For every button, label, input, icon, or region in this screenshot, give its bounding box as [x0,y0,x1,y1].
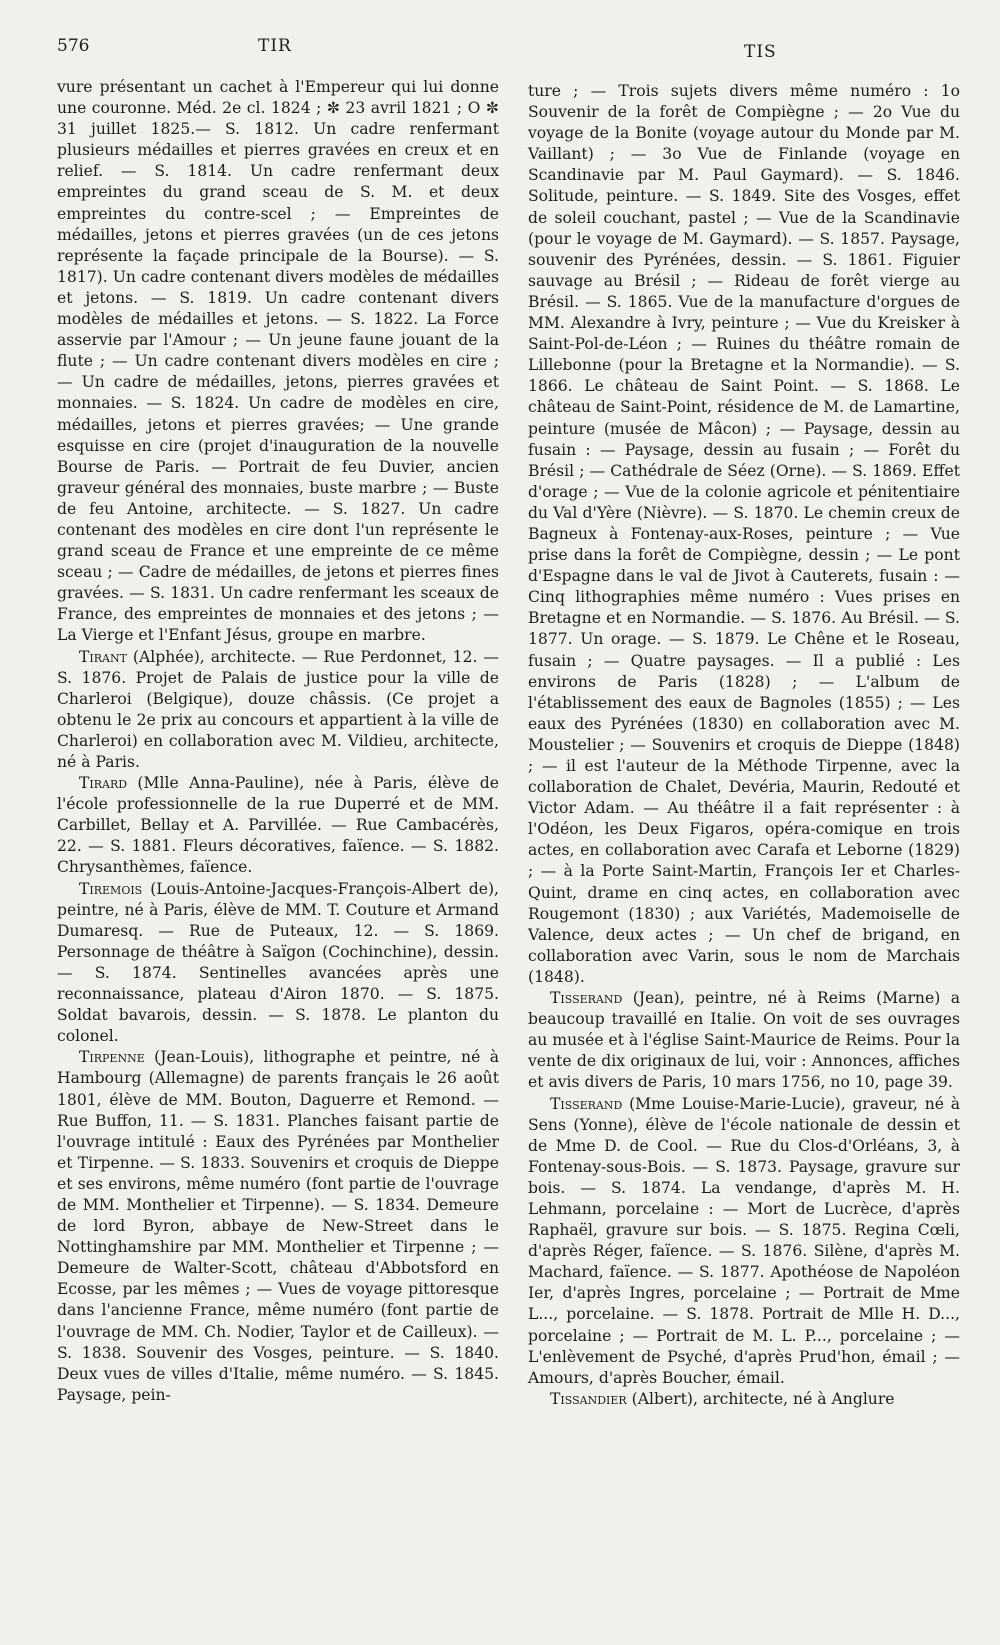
entry-name: Tiremois [79,879,143,898]
entry-tisserand-jean [528,988,960,1093]
column-gutter [510,80,511,1580]
entry-tisserand-louise [528,1094,960,1389]
entry-tirant [57,647,499,774]
continuation-text: ture ; — Trois sujets divers même numéro : 1o Souvenir de la forêt de Compiègne ; — 2o Vue du voyage de la Bonite (voyage autour du Monde par M. Vaillant) ; — 3o Vue de Finlande (voyage en Scandinavie par M. Paul Gaymard). — S. 1846. Solitude, peinture. — S. 1849. Site des Vosges, effet de soleil couchant, pastel ; — Vue de la Scandinavie (pour le voyage de M. Gaymard). — S. 1857. Paysage, souvenir des Pyrénées, dessin. — S. 1861. Figuier sauvage au Brésil ; — Rideau de forêt vierge au Brésil. — S. 1865. Vue de la manufacture d'orgues de MM. Alexandre à Ivry, peinture ; — Vue du Kreisker à Saint-Pol-de-Léon ; — Ruines du théâtre romain de Lillebonne (pour la Bretagne et la Normandie). — S. 1866. Le château de Saint Point. — S. 1868. Le château de Saint-Point, résidence de M. de Lamartine, peinture (musée de Mâcon) ; — Paysage, dessin au fusain : — Paysage, dessin au fusain ; — Forêt du Brésil ; — Cathédrale de Séez (Orne). — S. 1869. Effet d'orage ; — Vue de la colonie agricole et pénitentiaire du Val d'Yère (Nièvre). — S. 1870. Le chemin creux de Bagneux à Fontenay-aux-Roses, peinture ; — Vue prise dans la forêt de Compiègne, dessin ; — Le pont d'Espagne dans le val de Jivot à Cauterets, fusain : — Cinq lithographies même numéro : Vues prises en Bretagne et en Normandie. — S. 1876. Au Brésil. — S. 1877. Un orage. — S. 1879. Le Chêne et le Roseau, fusain ; — Quatre paysages. — Il a publié : Les environs de Paris (1828) ; — L'album de l'établissement des eaux de Bagnoles (1855) ; — Les eaux des Pyrénées (1830) en collaboration avec M. Moustelier ; — Souvenirs et croquis de Dieppe (1848) ; — il est l'auteur de la Méthode Tirpenne, avec la collaboration de Chalet, Devéria, Maurin, Redouté et Victor Adam. — Au théâtre il a fait représenter : à l'Odéon, les Deux Figaros, opéra-comique en trois actes, en collaboration avec Carafa et Leborne (1829) ; — à la Porte Saint-Martin, François Ier et Charles-Quint, drame en cinq actes, en collaboration avec Rougemont (1830) ; aux Variétés, Mademoiselle de Valence, deux actes ; — Un chef de brigand, en collaboration avec Varin, sous le nom de Marchais (1848). [528,82,960,986]
entry-text: (Alphée), architecte. — Rue Perdonnet, 12. — S. 1876. Projet de Palais de justice pour la ville de Charleroi (Belgique), douze châssis. (Ce projet a obtenu le 2e prix au concours et appartient à la ville de Charleroi) en collaboration avec M. Vildieu, architecte, né à Paris. [57,647,499,771]
entry-name: Tirant [79,647,127,666]
page-header [0,36,1000,66]
running-head-left: TIR [258,36,292,56]
entry-tissandier [528,1389,960,1410]
left-column [57,77,499,1406]
entry-name: Tisserand [550,1094,623,1113]
entry-tiremois [57,879,499,1048]
entry-text: (Albert), architecte, né à Anglure [631,1389,895,1408]
entry-tirard [57,773,499,878]
entry-name: Tissandier [550,1389,627,1408]
entry-text: (Louis-Antoine-Jacques-François-Albert de), peintre, né à Paris, élève de MM. T. Couture et Armand Dumaresq. — Rue de Puteaux, 12. — S. 1869. Personnage de théâtre à Saïgon (Cochinchine), dessin. — S. 1874. Sentinelles avancées après une reconnaissance, plateau d'Airon 1870. — S. 1875. Soldat bavarois, dessin. — S. 1878. Le planton du colonel. [57,879,499,1046]
entry-tirpenne [57,1047,499,1406]
entry-text: (Mlle Anna-Pauline), née à Paris, élève de l'école professionnelle de la rue Duperré et de MM. Carbillet, Bellay et A. Parvillée. — Rue Cambacérès, 22. — S. 1881. Fleurs décoratives, faïence. — S. 1882. Chrysanthèmes, faïence. [57,774,499,877]
entry-text: (Mme Louise-Marie-Lucie), graveur, né à Sens (Yonne), élève de l'école nationale de dessin et de Mme D. de Cool. — Rue du Clos-d'Orléans, 3, à Fontenay-sous-Bois. — S. 1873. Paysage, gravure sur bois. — S. 1874. La vendange, d'après M. H. Lehmann, porcelaine : — Mort de Lucrèce, d'après Raphaël, gravure sur bois. — S. 1875. Regina Cœli, d'après Réger, faïence. — S. 1876. Silène, d'après M. Machard, faïence. — S. 1877. Apothéose de Napoléon Ier, d'après Ingres, porcelaine ; — Portrait de Mme L..., porcelaine. — S. 1878. Portrait de Mlle H. D..., porcelaine ; — Portrait de M. L. P..., porcelaine ; — L'enlèvement de Psyché, d'après Prud'hon, émail ; — Amours, d'après Boucher, émail. [528,1094,960,1387]
continuation-text: vure présentant un cachet à l'Empereur qui lui donne une couronne. Méd. 2e cl. 1824 ; ✼ 23 avril 1821 ; O ✼ 31 juillet 1825.— S. 1812. Un cadre renfermant plusieurs médailles et pierres gravées en creux et en relief. — S. 1814. Un cadre renfermant deux empreintes du grand sceau de S. M. et deux empreintes du contre-scel ; — Empreintes de médailles, jetons et pierres gravées (un de ces jetons représente la façade principale de la Bourse). — S. 1817). Un cadre contenant divers modèles de médailles et jetons. — S. 1819. Un cadre contenant divers modèles de médailles et jetons. — S. 1822. La Force asservie par l'Amour ; — Un jeune faune jouant de la flute ; — Un cadre contenant divers modèles en cire ; — Un cadre de médailles, jetons, pierres gravées et monnaies. — S. 1824. Un cadre de modèles en cire, médailles, jetons et pierres gravées; — Une grande esquisse en cire (projet d'inauguration de la nouvelle Bourse de Paris. — Portrait de feu Duvier, ancien graveur général des monnaies, buste marbre ; — Buste de feu Antoine, architecte. — S. 1827. Un cadre contenant des modèles en cire dont l'un représente le grand sceau de France et une empreinte de ce même sceau ; — Cadre de médailles, de jetons et pierres fines gravées. — S. 1831. Un cadre renfermant les sceaux de France, des empreintes de monnaies et des jetons ; — La Vierge et l'Enfant Jésus, groupe en marbre. [57,78,499,645]
entry-text: (Jean-Louis), lithographe et peintre, né à Hambourg (Allemagne) de parents français le 26 août 1801, élève de MM. Bouton, Daguerre et Remond. — Rue Buffon, 11. — S. 1831. Planches faisant partie de l'ouvrage intitulé : Eaux des Pyrénées par Monthelier et Tirpenne. — S. 1833. Souvenirs et croquis de Dieppe et ses environs, même numéro (font partie de l'ouvrage de MM. Monthelier et Tirpenne). — S. 1834. Demeure de lord Byron, abbaye de New-Street dans le Nottinghamshire par MM. Monthelier et Tirpenne ; — Demeure de Walter-Scott, château d'Abbotsford en Ecosse, par les mêmes ; — Vues de voyage pittoresque dans l'ancienne France, même numéro (font partie de l'ouvrage de MM. Ch. Nodier, Taylor et de Cailleux). — S. 1838. Souvenir des Vosges, peinture. — S. 1840. Deux vues de villes d'Italie, même numéro. — S. 1845. Paysage, pein- [57,1048,499,1404]
entry-name: Tisserand [550,989,623,1008]
entry-text: (Jean), peintre, né à Reims (Marne) a beaucoup travaillé en Italie. On voit de ses ouvrages au musée et à l'église Saint-Maurice de Reims. Pour la vente de dix originaux de lui, voir : Annonces, affiches et avis divers de Paris, 10 mars 1756, no 10, page 39. [528,989,960,1092]
page-number: 576 [57,36,90,56]
right-column [528,81,960,1410]
running-head-right: TIS [744,42,777,62]
entry-name: Tirard [79,774,128,793]
entry-name: Tirpenne [79,1048,145,1067]
